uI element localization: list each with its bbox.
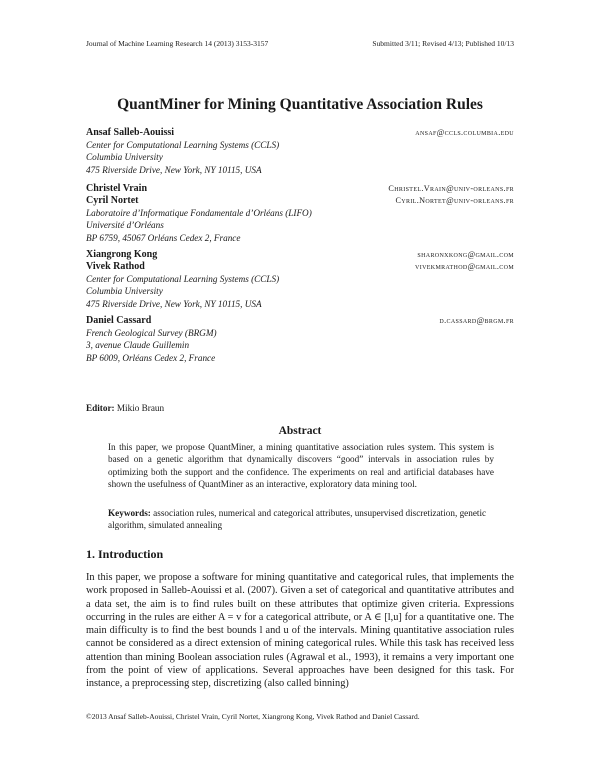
- abstract-text: In this paper, we propose QuantMiner, a mining quantitative association rules system. This system is based on a genetic algorithm that dynamically discovers “good” intervals in association rules by optimizing both the support and the confidence. The experiments on real and artificial databases have shown the usefulness of QuantMiner as an interactive, exploratory data mining tool.: [108, 442, 494, 490]
- editor-line: [86, 403, 164, 413]
- author-name: Daniel Cassard: [86, 315, 152, 326]
- author-affiliation: French Geological Survey (BRGM): [86, 328, 217, 338]
- author-email: vivekmrathod@gmail.com: [415, 262, 514, 271]
- keywords-list: association rules, numerical and categorical attributes, unsupervised discretization, genetic algorithm, simulated annealing: [108, 508, 487, 531]
- author-name: Christel Vrain: [86, 183, 148, 194]
- editor-name: Mikio Braun: [116, 403, 165, 413]
- author-affiliation: Université d’Orléans: [86, 220, 164, 231]
- author-email: Cyril.Nortet@univ-orleans.fr: [395, 196, 514, 205]
- keywords: [108, 507, 494, 532]
- keywords-label: Keywords:: [108, 508, 151, 518]
- author-name: Cyril Nortet: [86, 195, 139, 206]
- author-name: Ansaf Salleb-Aouissi: [86, 127, 175, 138]
- author-address: 475 Riverside Drive, New York, NY 10115, USA: [86, 298, 262, 309]
- author-affiliation: Columbia University: [86, 286, 163, 297]
- author-address: BP 6759, 45067 Orléans Cedex 2, France: [86, 232, 241, 243]
- author-name: Xiangrong Kong: [86, 249, 158, 260]
- running-header: [86, 39, 514, 48]
- author-affiliation: Center for Computational Learning Systems (CCLS): [86, 140, 280, 150]
- journal-info: Journal of Machine Learning Research 14 (2013) 3153-3157: [86, 39, 269, 48]
- author-email: sharonxkong@gmail.com: [417, 250, 514, 259]
- author-affiliation: Laboratoire d’Informatique Fondamentale d’Orléans (LIFO): [86, 208, 312, 218]
- abstract-heading: Abstract: [278, 425, 322, 437]
- author-email: Christel.Vrain@univ-orleans.fr: [388, 184, 514, 193]
- author-address: 475 Riverside Drive, New York, NY 10115, USA: [86, 164, 262, 175]
- author-email: ansaf@ccls.columbia.edu: [415, 128, 514, 137]
- editor-label: Editor:: [86, 403, 115, 413]
- author-address: 3, avenue Claude Guillemin: [86, 340, 190, 351]
- section-heading: 1. Introduction: [86, 547, 164, 561]
- paper-title: QuantMiner for Mining Quantitative Association Rules: [117, 96, 483, 113]
- author-block: [86, 183, 514, 244]
- author-name: Vivek Rathod: [86, 261, 145, 272]
- section-body: In this paper, we propose a software for mining quantitative and categorical rules, that implements the work proposed in Salleb-Aouissi et al. (2007). Given a set of categorical and quantitative attributes and a data set, the aim is to find rules built on these attributes that optimize given criteria. Expressions occurring in the rules are either A = v for a categorical attribute, or A ∈ [l,u] for a quantitative one. The main difficulty is to find the best bounds l and u of the intervals. Mining quantitative association rules cannot be considered as a direct extension of mining categorical rules. While this task has received less attention than mining Boolean association rules (Agrawal et al., 1993), it remains a very important one from the point of view of applications. Several approaches have been designed for this task. For instance, a preprocessing step, discretizing (also called binning): [86, 572, 514, 690]
- author-block: [86, 315, 514, 364]
- author-affiliation: Center for Computational Learning Systems (CCLS): [86, 274, 280, 284]
- author-block: [86, 127, 514, 176]
- submission-dates: Submitted 3/11; Revised 4/13; Published 10/13: [372, 39, 514, 48]
- author-email: d.cassard@brgm.fr: [439, 316, 514, 325]
- author-address: BP 6009, Orléans Cedex 2, France: [86, 352, 216, 363]
- author-block: [86, 249, 514, 310]
- author-affiliation: Columbia University: [86, 152, 163, 163]
- copyright-footer: ©2013 Ansaf Salleb-Aouissi, Christel Vrain, Cyril Nortet, Xiangrong Kong, Vivek Rathod and Daniel Cassard.: [86, 712, 420, 721]
